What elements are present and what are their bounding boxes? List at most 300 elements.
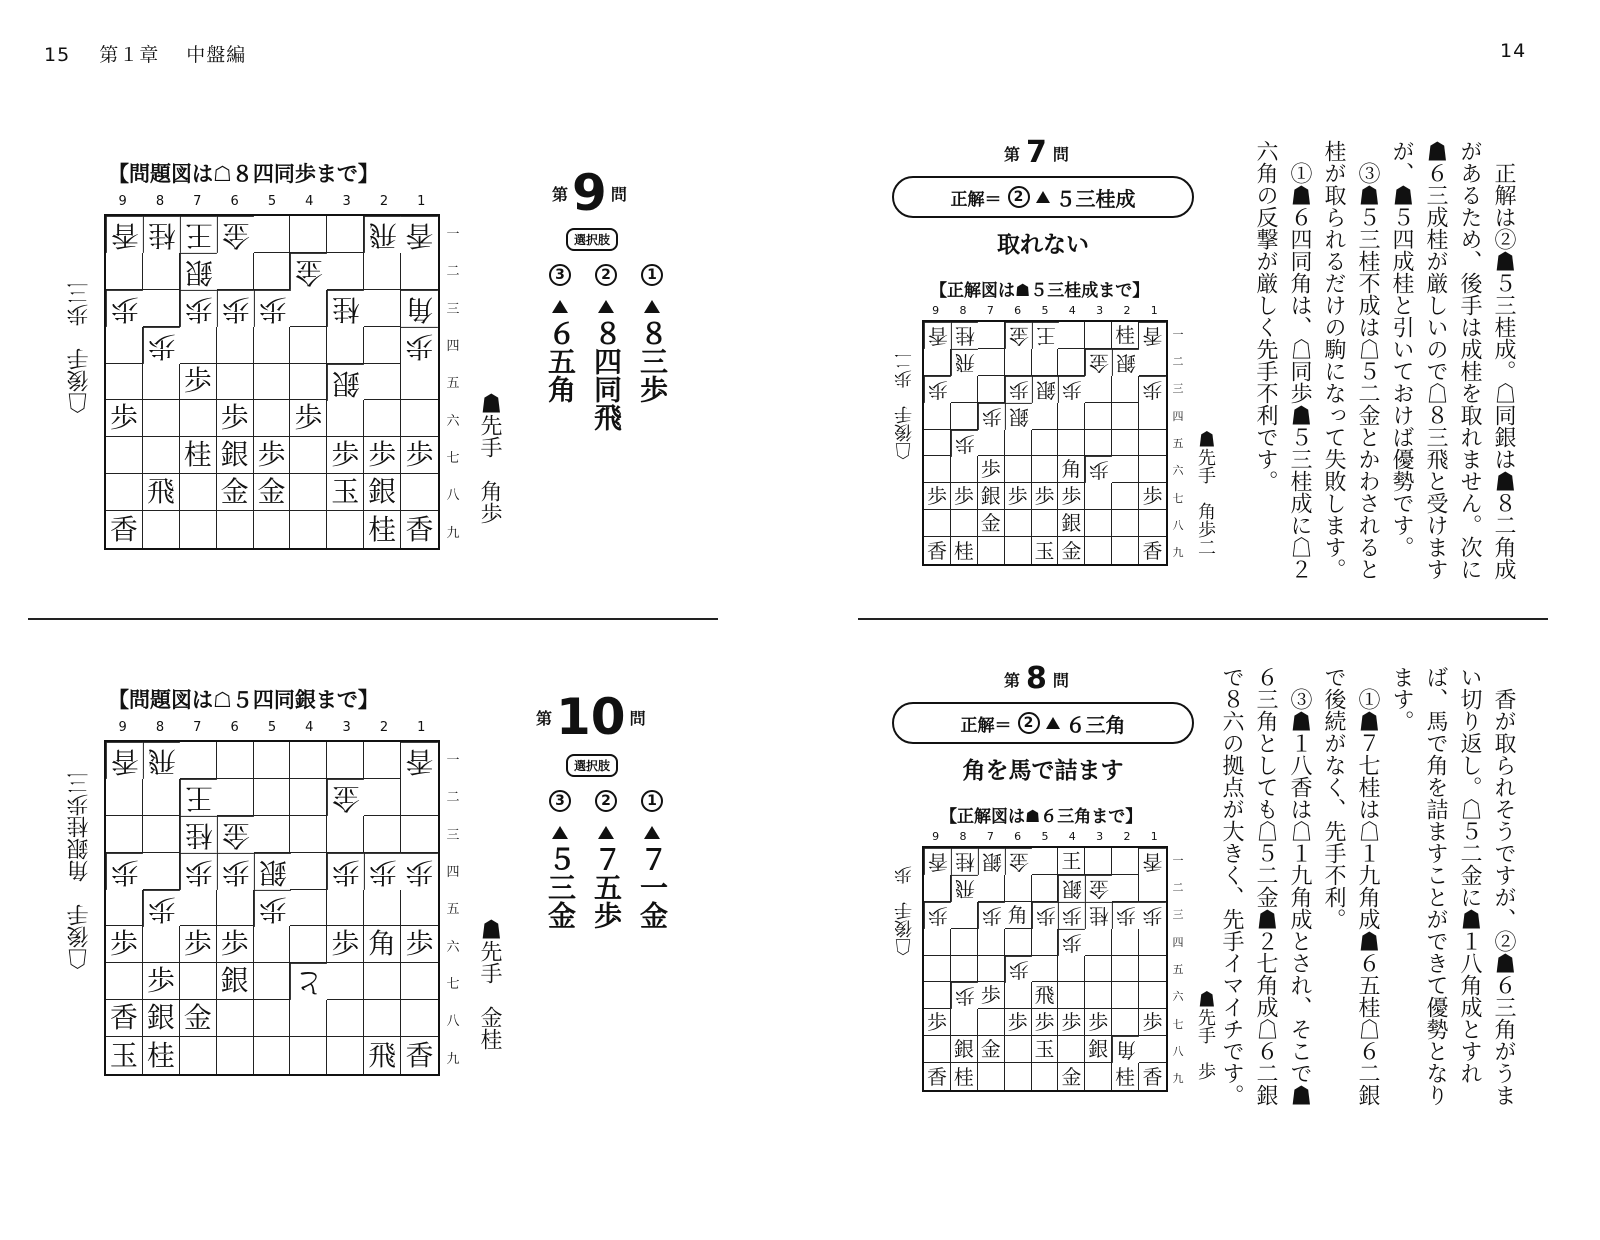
board-square xyxy=(106,779,143,816)
board-square xyxy=(1032,929,1059,956)
board-piece: 歩 xyxy=(327,853,364,890)
board-square xyxy=(1085,483,1112,510)
board-square xyxy=(1085,848,1112,875)
board-piece: 歩 xyxy=(401,327,438,364)
board-piece: 香 xyxy=(106,511,143,548)
problem-9-select-badge xyxy=(566,228,618,251)
board-problem-10 xyxy=(104,740,440,1076)
board-square xyxy=(180,474,217,511)
choice-move: ６五角 xyxy=(544,319,577,403)
board-piece: 歩 xyxy=(401,926,438,963)
board-square xyxy=(1005,1063,1032,1090)
answer-7-number xyxy=(1004,135,1069,170)
board-p9-rank-labels xyxy=(444,214,462,550)
prose-paragraph: ①☗７七桂は☖１九角成☗６五桂☖６二銀で後続がなく、先手不利。 xyxy=(1321,666,1380,1106)
chapter-label: 第１章 xyxy=(99,44,160,66)
board-piece: 銀 xyxy=(1058,510,1085,537)
board-square xyxy=(1085,956,1112,983)
file-label: 6 xyxy=(1014,830,1022,843)
board-piece: 歩 xyxy=(180,290,217,327)
rank-label: 五 xyxy=(446,902,460,918)
file-label: 5 xyxy=(267,194,277,209)
file-label: 4 xyxy=(1068,830,1076,843)
file-label: 9 xyxy=(118,194,127,209)
board-square xyxy=(254,253,291,290)
sente-hand-p9: ☗先手 角歩 xyxy=(477,392,502,524)
board-square xyxy=(951,376,978,403)
answer-7-subtitle: 取れない xyxy=(997,232,1089,258)
board-square xyxy=(978,430,1005,457)
board-piece: 歩 xyxy=(254,890,291,927)
rank-label: 三 xyxy=(446,827,460,843)
rank-label: 九 xyxy=(1172,1072,1184,1086)
board-square xyxy=(401,963,438,1000)
board-square xyxy=(327,400,364,437)
board-square xyxy=(364,890,401,927)
page-number-right: 14 xyxy=(1500,40,1527,62)
prose-paragraph: 香が取られそうですが、②☗６三角がうまい切り返し。☖５二金に☗１八角成とすれば、馬で角を詰ますことができて優勢となります。 xyxy=(1389,666,1516,1106)
board-piece: 王 xyxy=(1058,848,1085,875)
choice-number: 3 xyxy=(549,790,571,812)
board-piece: 王 xyxy=(180,779,217,816)
board-square xyxy=(951,403,978,430)
board-square xyxy=(364,816,401,853)
choice-p10-1 xyxy=(632,790,672,929)
board-square xyxy=(364,742,401,779)
sente-piece-icon xyxy=(552,826,568,839)
board-square xyxy=(327,1000,364,1037)
board-piece: 香 xyxy=(401,216,438,253)
board-piece: 飛 xyxy=(364,1037,401,1074)
board-square xyxy=(1005,537,1032,564)
rank-label: 一 xyxy=(1172,327,1184,341)
board-square xyxy=(327,890,364,927)
board-piece: 香 xyxy=(401,742,438,779)
board-piece: 金 xyxy=(1058,537,1085,564)
board-square xyxy=(1005,929,1032,956)
board-square xyxy=(1112,929,1139,956)
board-square xyxy=(290,890,327,927)
rank-label: 一 xyxy=(446,753,460,769)
board-piece: 飛 xyxy=(364,216,401,253)
board-piece: 桂 xyxy=(951,848,978,875)
problem-9-suffix: 問 xyxy=(610,184,627,204)
sente-piece-icon xyxy=(598,300,614,313)
board-piece: 金 xyxy=(217,816,254,853)
board-square xyxy=(978,1009,1005,1036)
board-square xyxy=(143,511,180,548)
board-square xyxy=(1139,403,1166,430)
answer-8-prefix: 第 xyxy=(1004,670,1021,690)
answer-7-prefix: 第 xyxy=(1004,144,1021,164)
board-square xyxy=(254,511,291,548)
rank-label: 八 xyxy=(446,488,460,504)
board-piece: 銀 xyxy=(1085,1036,1112,1063)
board-square xyxy=(1112,376,1139,403)
board-square xyxy=(143,926,180,963)
problem-10-suffix: 問 xyxy=(629,708,646,728)
board-square xyxy=(143,853,180,890)
board-square xyxy=(364,327,401,364)
sente-piece-icon xyxy=(644,300,660,313)
file-label: 3 xyxy=(342,194,351,209)
board-square xyxy=(364,1000,401,1037)
rank-label: 三 xyxy=(446,301,460,317)
board-piece: 歩 xyxy=(401,853,438,890)
board-square xyxy=(290,1000,327,1037)
board-square xyxy=(978,956,1005,983)
board-piece: 歩 xyxy=(1058,1009,1085,1036)
choice-move: ７一金 xyxy=(636,845,669,929)
board-square xyxy=(978,322,1005,349)
board-square xyxy=(401,816,438,853)
board-piece: 歩 xyxy=(217,926,254,963)
board-piece: 金 xyxy=(180,1000,217,1037)
board-square xyxy=(106,963,143,1000)
file-label: 6 xyxy=(230,194,239,209)
board-piece: 歩 xyxy=(106,926,143,963)
board-square xyxy=(364,779,401,816)
prose-paragraph: ①☗６四同角は、☖同歩☗５三桂成に☖２六角の反撃が厳しく先手不利です。 xyxy=(1253,140,1312,580)
board-square xyxy=(143,290,180,327)
gote-hand-p9: ☖後手 歩三 xyxy=(67,282,92,414)
board-piece: 銀 xyxy=(1032,376,1059,403)
board-square xyxy=(401,364,438,401)
board-piece: 歩 xyxy=(106,853,143,890)
board-piece: 銀 xyxy=(327,364,364,401)
section-label: 中盤編 xyxy=(186,44,247,66)
board-square xyxy=(1058,322,1085,349)
board-square xyxy=(217,890,254,927)
select-label: 選択肢 xyxy=(566,754,618,777)
board-piece: 歩 xyxy=(106,290,143,327)
answer-number: 2 xyxy=(1008,186,1030,208)
board-piece: 玉 xyxy=(1032,537,1059,564)
board-piece: 歩 xyxy=(180,926,217,963)
board-piece: 歩 xyxy=(143,327,180,364)
board-square xyxy=(1085,1063,1112,1090)
rank-label: 四 xyxy=(1172,409,1184,423)
board-piece: 飛 xyxy=(1032,982,1059,1009)
board-p9-file-labels xyxy=(104,194,440,209)
board-piece: 歩 xyxy=(1058,376,1085,403)
board-square xyxy=(290,364,327,401)
board-piece: 歩 xyxy=(143,963,180,1000)
board-square xyxy=(290,853,327,890)
board-square xyxy=(254,364,291,401)
board-square xyxy=(1139,982,1166,1009)
board-square xyxy=(1058,349,1085,376)
board-square xyxy=(951,902,978,929)
board-square xyxy=(1058,982,1085,1009)
board-piece: 歩 xyxy=(364,437,401,474)
board-square xyxy=(978,875,1005,902)
board-answer-8 xyxy=(922,846,1168,1092)
board-square xyxy=(1005,982,1032,1009)
rank-label: 六 xyxy=(1172,990,1184,1004)
board-square xyxy=(290,290,327,327)
board-piece: 金 xyxy=(254,474,291,511)
board-square xyxy=(1085,929,1112,956)
board-square xyxy=(924,1036,951,1063)
board-piece: 香 xyxy=(106,216,143,253)
board-square xyxy=(290,327,327,364)
file-label: 8 xyxy=(155,720,165,735)
board-square xyxy=(401,400,438,437)
rank-label: 一 xyxy=(446,227,460,243)
board-square xyxy=(951,456,978,483)
rank-label: 七 xyxy=(1172,1017,1184,1031)
board-piece: 桂 xyxy=(180,437,217,474)
board-piece: 歩 xyxy=(1032,1009,1059,1036)
board-piece: 歩 xyxy=(106,400,143,437)
board-piece: 歩 xyxy=(1032,483,1059,510)
board-piece: 銀 xyxy=(217,963,254,1000)
sente-piece-icon xyxy=(552,300,568,313)
board-square xyxy=(217,1037,254,1074)
answer-label: 正解＝ xyxy=(950,189,1002,210)
answer-move: ５三桂成 xyxy=(1055,186,1136,211)
rank-label: 六 xyxy=(1172,464,1184,478)
board-answer-7 xyxy=(922,320,1168,566)
board-square xyxy=(254,926,291,963)
board-square xyxy=(1139,456,1166,483)
board-square xyxy=(180,890,217,927)
board-square xyxy=(1112,1009,1139,1036)
board-piece: 角 xyxy=(1058,456,1085,483)
board-piece: 香 xyxy=(924,537,951,564)
board-piece: 桂 xyxy=(951,322,978,349)
rank-label: 九 xyxy=(446,1051,460,1067)
board-square xyxy=(217,364,254,401)
file-label: 1 xyxy=(1150,304,1158,317)
board-piece: 歩 xyxy=(978,456,1005,483)
gote-hand-a7: ☖後手 歩二 xyxy=(894,352,915,460)
board-piece: 歩 xyxy=(217,400,254,437)
prose-paragraph: ③☗５三桂不成は☖５二金とかわされると桂が取られるだけの駒になって失敗します。 xyxy=(1321,140,1380,580)
board-piece: 飛 xyxy=(951,875,978,902)
file-label: 8 xyxy=(959,830,967,843)
file-label: 7 xyxy=(986,304,994,317)
board-square xyxy=(143,816,180,853)
board-piece: 桂 xyxy=(143,216,180,253)
board-square xyxy=(290,216,327,253)
board-piece: 桂 xyxy=(364,511,401,548)
board-square xyxy=(327,216,364,253)
board-square xyxy=(1058,956,1085,983)
board-piece: 歩 xyxy=(978,982,1005,1009)
board-square xyxy=(290,437,327,474)
board-square xyxy=(1085,403,1112,430)
board-square xyxy=(290,816,327,853)
board-square xyxy=(1085,322,1112,349)
board-square xyxy=(401,474,438,511)
file-label: 2 xyxy=(379,720,389,735)
file-label: 1 xyxy=(417,720,426,735)
board-square xyxy=(978,537,1005,564)
board-piece: 銀 xyxy=(364,474,401,511)
board-square xyxy=(401,253,438,290)
board-square xyxy=(290,926,327,963)
answer-8-caption: 【正解図は☗６三角まで】 xyxy=(940,807,1143,827)
file-label: 7 xyxy=(193,194,202,209)
board-piece: 金 xyxy=(217,216,254,253)
board-piece: 歩 xyxy=(1139,376,1166,403)
board-square xyxy=(327,1037,364,1074)
board-piece: 歩 xyxy=(1005,1009,1032,1036)
choice-move: ８四同飛 xyxy=(590,319,623,431)
board-square xyxy=(217,327,254,364)
file-label: 3 xyxy=(1096,304,1104,317)
choice-p9-2 xyxy=(586,264,626,431)
board-square xyxy=(290,474,327,511)
board-square xyxy=(327,327,364,364)
board-square xyxy=(290,1037,327,1074)
file-label: 5 xyxy=(1041,304,1049,317)
board-square xyxy=(924,403,951,430)
board-square xyxy=(180,963,217,1000)
board-square xyxy=(180,327,217,364)
board-piece: 歩 xyxy=(978,902,1005,929)
board-piece: 歩 xyxy=(217,853,254,890)
board-p10-rank-labels xyxy=(444,740,462,1076)
board-square xyxy=(254,327,291,364)
board-square xyxy=(364,364,401,401)
file-label: 4 xyxy=(1068,304,1076,317)
divider-left xyxy=(28,618,718,620)
board-piece: 飛 xyxy=(143,474,180,511)
board-square xyxy=(217,779,254,816)
board-square xyxy=(106,364,143,401)
board-square xyxy=(180,742,217,779)
file-label: 3 xyxy=(342,720,351,735)
board-piece: 桂 xyxy=(327,290,364,327)
board-piece: 銀 xyxy=(143,1000,180,1037)
board-square xyxy=(180,511,217,548)
board-square xyxy=(951,1009,978,1036)
board-square xyxy=(254,963,291,1000)
board-square xyxy=(1085,430,1112,457)
board-piece: 香 xyxy=(924,1063,951,1090)
problem-10-select-badge xyxy=(566,754,618,777)
running-header-left xyxy=(44,40,246,67)
file-label: 3 xyxy=(1096,830,1104,843)
board-square xyxy=(951,929,978,956)
board-piece: 歩 xyxy=(401,437,438,474)
choice-number: 1 xyxy=(641,790,663,812)
board-square xyxy=(106,437,143,474)
board-square xyxy=(1085,376,1112,403)
board-square xyxy=(1032,848,1059,875)
answer-label: 正解＝ xyxy=(960,715,1012,736)
board-piece: 金 xyxy=(290,253,327,290)
rank-label: 九 xyxy=(1172,546,1184,560)
board-piece: 桂 xyxy=(951,537,978,564)
board-square xyxy=(217,1000,254,1037)
board-piece: 桂 xyxy=(143,1037,180,1074)
answer-8-num: 8 xyxy=(1026,661,1047,696)
rank-label: 七 xyxy=(446,451,460,467)
board-a8-rank-labels xyxy=(1170,846,1186,1092)
answer-7-suffix: 問 xyxy=(1052,144,1069,164)
file-label: 5 xyxy=(267,720,277,735)
board-square xyxy=(364,290,401,327)
choice-p9-3 xyxy=(540,264,580,403)
file-label: 2 xyxy=(1123,304,1131,317)
rank-label: 八 xyxy=(1172,518,1184,532)
board-square xyxy=(143,779,180,816)
board-piece: 桂 xyxy=(1112,322,1139,349)
board-piece: 歩 xyxy=(1032,902,1059,929)
board-piece: 香 xyxy=(1139,848,1166,875)
board-piece: 香 xyxy=(106,1000,143,1037)
board-piece: 金 xyxy=(1085,349,1112,376)
board-square xyxy=(1058,1036,1085,1063)
board-square xyxy=(180,400,217,437)
choice-p9-1 xyxy=(632,264,672,403)
board-piece: 香 xyxy=(1142,1064,1163,1089)
board-piece: 金 xyxy=(978,1036,1005,1063)
board-square xyxy=(924,956,951,983)
board-piece: 銀 xyxy=(1058,875,1085,902)
sente-piece-icon xyxy=(1046,717,1060,729)
board-square xyxy=(327,963,364,1000)
board-piece: 玉 xyxy=(106,1037,143,1074)
answer-number: 2 xyxy=(1018,712,1040,734)
board-square xyxy=(1032,349,1059,376)
board-square xyxy=(217,742,254,779)
board-piece: 歩 xyxy=(924,376,951,403)
board-square xyxy=(106,816,143,853)
rank-label: 二 xyxy=(446,264,460,280)
problem-10-num: 10 xyxy=(556,688,626,746)
rank-label: 八 xyxy=(1172,1044,1184,1058)
file-label: 6 xyxy=(1014,304,1022,317)
board-piece: と xyxy=(290,963,327,1000)
board-piece: 金 xyxy=(1005,322,1032,349)
answer-7-pill xyxy=(892,176,1194,218)
board-piece: 桂 xyxy=(951,1063,978,1090)
board-square xyxy=(364,963,401,1000)
rank-label: 九 xyxy=(446,525,460,541)
answer-7-prose xyxy=(1250,140,1520,600)
board-square xyxy=(1139,510,1166,537)
board-square xyxy=(1005,510,1032,537)
answer-8-prose xyxy=(1219,666,1520,1126)
choice-move: ５三金 xyxy=(544,845,577,929)
board-piece: 香 xyxy=(1142,538,1163,563)
board-square xyxy=(143,364,180,401)
board-square xyxy=(1112,848,1139,875)
choice-number: 1 xyxy=(641,264,663,286)
board-square xyxy=(254,742,291,779)
board-problem-9 xyxy=(104,214,440,550)
board-square xyxy=(143,437,180,474)
board-piece: 香 xyxy=(106,742,143,779)
board-square xyxy=(290,742,327,779)
rank-label: 四 xyxy=(1172,935,1184,949)
file-label: 9 xyxy=(932,830,940,843)
board-piece: 銀 xyxy=(951,1036,978,1063)
rank-label: 三 xyxy=(1172,382,1184,396)
board-square xyxy=(924,430,951,457)
board-square xyxy=(1085,510,1112,537)
rank-label: 三 xyxy=(1172,908,1184,922)
rank-label: 七 xyxy=(1172,491,1184,505)
board-square xyxy=(106,474,143,511)
board-square xyxy=(1005,875,1032,902)
board-piece: 歩 xyxy=(143,890,180,927)
